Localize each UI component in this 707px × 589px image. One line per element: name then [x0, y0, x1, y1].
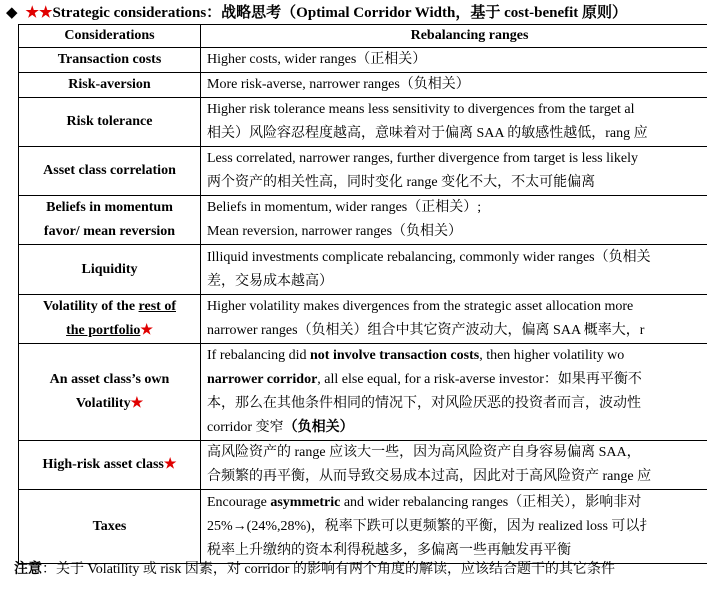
- red-star-icon: ★: [163, 457, 177, 472]
- row-ranges: [201, 490, 707, 564]
- range-line: Illiquid investments complicate rebalancing, commonly wider ranges（负相关: [207, 249, 651, 265]
- table-row: [19, 344, 707, 441]
- red-star-icon: ★: [140, 323, 153, 338]
- row-ranges: [201, 344, 707, 441]
- header-rebalancing-ranges: Rebalancing ranges: [201, 25, 707, 48]
- table-row: [19, 490, 707, 564]
- row-ranges: [201, 441, 707, 490]
- range-line: narrower corridor, all else equal, for a risk-averse investor：如果再平衡不: [207, 372, 642, 387]
- row-consideration: Risk tolerance: [19, 98, 201, 147]
- table-row: [19, 48, 707, 73]
- section-heading: [6, 2, 627, 24]
- range-line: Higher risk tolerance means less sensitivity to divergences from the target al: [207, 102, 635, 117]
- row-ranges: Higher costs, wider ranges（正相关）: [201, 48, 707, 73]
- footnote: [14, 560, 615, 580]
- row-ranges: [201, 147, 707, 196]
- row-consideration: Transaction costs: [19, 48, 201, 73]
- range-line: If rebalancing did not involve transaction costs, then higher volatility wo: [207, 348, 625, 363]
- table-row: [19, 295, 707, 344]
- note-label: 注意: [14, 562, 42, 577]
- table-row: [19, 441, 707, 490]
- table-row: [19, 98, 707, 147]
- range-line: corridor 变窄（负相关）: [207, 420, 354, 435]
- table-row: [19, 73, 707, 98]
- range-line: 25%→(24%,28%)，税率下跌可以更频繁的平衡，因为 realized loss 可以扌: [207, 518, 654, 534]
- header-considerations: Considerations: [19, 25, 201, 48]
- note-text: ：关于 Volatility 或 risk 因素，对 corridor 的影响有两个角度的解读，应该结合题干的其它条件: [42, 562, 615, 577]
- range-line: narrower ranges（负相关）组合中其它资产波动大，偏离 SAA 概率大，r: [207, 323, 645, 338]
- red-stars-icon: ★★: [25, 5, 53, 21]
- table-row: [19, 147, 707, 196]
- row-ranges: More risk-averse, narrower ranges（负相关）: [201, 73, 707, 98]
- range-line: 高风险资产的 range 应该大一些，因为高风险资产自身容易偏离 SAA，: [207, 445, 641, 460]
- range-line: Higher volatility makes divergences from the strategic asset allocation more: [207, 299, 634, 314]
- row-consideration: Taxes: [19, 490, 201, 564]
- row-ranges: [201, 196, 707, 245]
- range-line: 两个资产的相关性高，同时变化 range 变化不大，不太可能偏离: [207, 175, 596, 190]
- row-consideration: Asset class correlation: [19, 147, 201, 196]
- table-row: [19, 196, 707, 245]
- considerations-table: [18, 24, 707, 564]
- range-line: Less correlated, narrower ranges, further divergence from target is less likely: [207, 151, 638, 166]
- row-ranges: [201, 245, 707, 295]
- range-line: Beliefs in momentum, wider ranges（正相关）;: [207, 200, 482, 215]
- row-consideration: [19, 196, 201, 245]
- range-line: 本，那么在其他条件相同的情况下，对风险厌恶的投资者而言，波动性: [207, 396, 641, 411]
- range-line: 相关）风险容忍程度越高，意味着对于偏离 SAA 的敏感性越低，rang 应: [207, 126, 648, 141]
- row-consideration: Liquidity: [19, 245, 201, 295]
- consideration-line: Beliefs in momentum: [46, 200, 173, 215]
- row-consideration: An asset class’s own Volatility★: [19, 344, 201, 441]
- heading-text: Strategic considerations：战略思考（Optimal Corridor Width，基于 cost-benefit 原则）: [52, 5, 628, 21]
- range-line: Mean reversion, narrower ranges（负相关）: [207, 224, 463, 239]
- table-row: [19, 245, 707, 295]
- diamond-bullet-icon: ◆: [6, 5, 18, 21]
- range-line: Encourage asymmetric and wider rebalancing ranges（正相关），影响非对: [207, 494, 642, 510]
- row-ranges: [201, 295, 707, 344]
- table-header-row: [19, 25, 707, 48]
- row-consideration: Volatility of the rest of the portfolio★: [19, 295, 201, 344]
- range-line: 差，交易成本越高）: [207, 273, 333, 289]
- consideration-line: favor/ mean reversion: [43, 224, 176, 239]
- row-consideration: High-risk asset class★: [19, 441, 201, 490]
- range-line: 合频繁的再平衡，从而导致交易成本过高，因此对于高风险资产 range 应: [207, 469, 652, 484]
- row-ranges: [201, 98, 707, 147]
- red-star-icon: ★: [130, 396, 144, 411]
- row-consideration: Risk-aversion: [19, 73, 201, 98]
- range-line: 税率上升缴纳的资本利得税越多，多偏离一些再触发再平衡: [207, 542, 571, 558]
